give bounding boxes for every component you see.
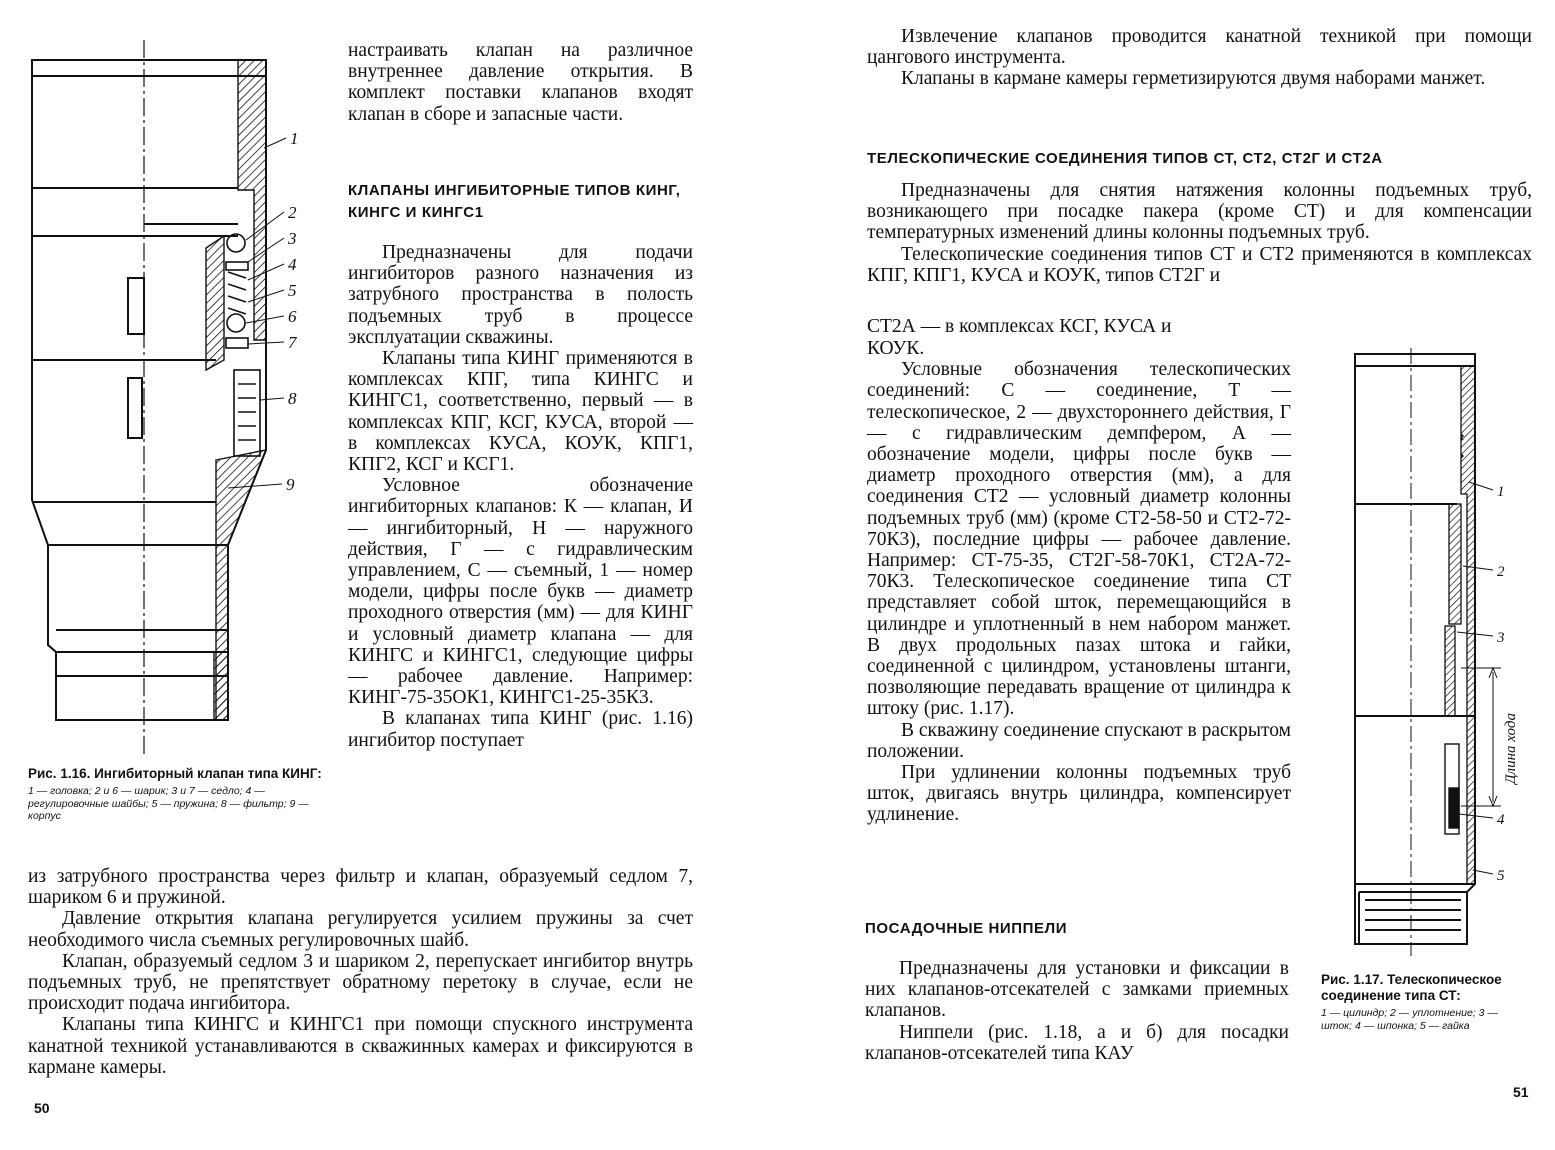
fig17-callout-1: 1 [1497,484,1505,500]
left-column-continued [348,40,693,125]
fig17-callout-4: 4 [1497,812,1505,828]
fig17-stroke-length-label: Длина хода [1503,713,1519,784]
figure-1-16-caption [28,766,324,823]
fig16-callout-4: 4 [288,255,297,274]
paragraph: Клапаны типа КИНГС и КИНГС1 при помощи спускного инструмента канатной техникой устанавливаются в скважинных камерах и фиксируются в кармане камеры. [28,1014,693,1078]
fig16-callout-5: 5 [288,281,297,300]
figure-1-17-caption-title: Рис. 1.17. Телескопическое соединение типа СТ: [1321,972,1502,1003]
landing-nipples-text [865,958,1289,1064]
paragraph: Клапаны в кармане камеры герметизируются двумя наборами манжет. [901,68,1486,90]
figure-1-17-caption-legend: 1 — цилиндр; 2 — уплотнение; 3 — шток; 4 — шпонка; 5 — гайка [1321,1007,1498,1032]
inhibitor-valves-column-text [348,242,693,751]
fig16-callout-6: 6 [288,307,297,326]
paragraph: Ниппели (рис. 1.18, а и б) для посадки клапанов-отсекателей типа КАУ [865,1021,1289,1064]
fig17-callout-5: 5 [1497,868,1505,884]
paragraph: Условные обозначения телескопических соединений: С — соединение, Т — телескопическое, 2 — двухстороннего действия, Г — с гидравлическим демпфером, А — обозначение модели, цифры после букв — диаметр проходного отверстия (мм), а для соединения СТ2 — условный диаметр колонны подъемных труб (мм) (кроме СТ2-58-50 и СТ2-72-70К3), последние цифры — рабочее давление. Например: СТ-75-35, СТ2Г-58-70К1, СТ2А-72-70К3. Телескопическое соединение типа СТ представляет собой шток, перемещающийся в цилиндре и уплотненный в нем набором манжет. В двух продольных пазах штока и гайки, соединенной с цилиндром, установлены штанги, позволяющие передавать вращение от цилиндра к штоку (рис. 1.17). [867,359,1291,720]
section-heading-telescopic-joints: ТЕЛЕСКОПИЧЕСКИЕ СОЕДИНЕНИЯ ТИПОВ СТ, СТ2, СТ2Г И СТ2А [867,150,1383,167]
paragraph: Предназначены для снятия натяжения колонны подъемных труб, возникающего при посадке пакера (кроме СТ) и для компенсации температурных изменений длины колонны подъемных труб. [867,180,1532,244]
fig16-callout-8: 8 [288,389,297,408]
page-number-left: 50 [34,1100,50,1116]
paragraph: Клапан, образуемый седлом 3 и шариком 2, перепускает ингибитор внутрь подъемных труб, не препятствует обратному перетоку в случае, если не происходит подача ингибитора. [28,950,693,1015]
paragraph: Клапаны типа КИНГ применяются в комплексах КПГ, типа КИНГС и КИНГС1, соответственно, первый — в комплексах КПГ, КСГ, КУСА, второй — в комплексах КУСА, КОУК, КПГ1, КПГ2, КСГ и КСГ1. [348,348,693,476]
left-page [0,0,777,1150]
figure-1-17-caption [1321,972,1529,1032]
left-full-width-text [28,866,693,1078]
paragraph: СТ2А — в комплексах КСГ, КУСА и [867,316,1172,337]
paragraph: КОУК. [867,338,925,359]
right-page [777,0,1555,1150]
paragraph: Давление открытия клапана регулируется усилием пружины за счет необходимого числа съемных регулировочных шайб. [28,908,693,951]
paragraph: Телескопические соединения типов СТ и СТ2 применяются в комплексах КПГ, КПГ1, КУСА и КОУК, типов СТ2Г и [867,243,1532,286]
fig16-callout-9: 9 [286,475,295,494]
paragraph: Условное обозначение ингибиторных клапанов: К — клапан, И — ингибиторный, Н — наружного действия, Г — с гидравлическим управлением, С — съемный, 1 — номер модели, цифры после букв — диаметр проходного отверстия (мм) — для КИНГ и условный диаметр клапана — для КИНГС и КИНГС1, следующие цифры — рабочее давление. Например: КИНГ-75-35ОК1, КИНГС1-25-35К3. [348,475,693,709]
paragraph: При удлинении колонны подъемных труб шток, двигаясь внутрь цилиндра, компенсирует удлинение. [867,762,1291,826]
paragraph: из затрубного пространства через фильтр и клапан, образуемый седлом 7, шариком 6 и пружиной. [28,866,693,909]
fig16-callout-1: 1 [290,129,299,148]
fig16-callout-7: 7 [288,333,297,352]
paragraph: В скважину соединение спускают в раскрытом положении. [867,719,1291,762]
right-intro-text [867,26,1532,90]
paragraph: настраивать клапан на различное внутреннее давление открытия. В комплект поставки клапанов входят клапан в сборе и запасные части. [348,40,693,125]
fig17-callout-2: 2 [1497,564,1505,580]
page-number-right: 51 [1513,1084,1529,1100]
telescopic-split-line [867,316,1291,337]
fig16-callout-2: 2 [288,203,297,222]
fig16-callout-3: 3 [288,229,297,248]
paragraph: Предназначены для установки и фиксации в них клапанов-отсекателей с замками приемных клапанов. [865,958,1289,1022]
section-heading-inhibitor-valves: КЛАПАНЫ ИНГИБИТОРНЫЕ ТИПОВ КИНГ, КИНГС И КИНГС1 [348,182,681,221]
paragraph: В клапанах типа КИНГ (рис. 1.16) ингибитор поступает [348,708,693,751]
figure-1-16-caption-legend: 1 — головка; 2 и 6 — шарик; 3 и 7 — седло; 4 — регулировочные шайбы; 5 — пружина; 8 — фильтр; 9 — корпус [28,785,309,822]
section-heading-landing-nipples: ПОСАДОЧНЫЕ НИППЕЛИ [865,920,1068,937]
paragraph: Извлечение клапанов проводится канатной техникой при помощи цангового инструмента. [867,26,1532,69]
telescopic-column-text [867,338,1291,826]
figure-1-17-telescopic-joint-drawing [1345,344,1545,960]
figure-1-16-caption-title: Рис. 1.16. Ингибиторный клапан типа КИНГ: [28,766,322,781]
telescopic-full-width-text [867,180,1532,286]
paragraph: Предназначены для подачи ингибиторов разного назначения из затрубного пространства в полость подъемных труб в процессе эксплуатации скважины. [348,242,693,348]
figure-1-16-valve-drawing [28,40,328,762]
fig17-callout-3: 3 [1497,630,1505,646]
